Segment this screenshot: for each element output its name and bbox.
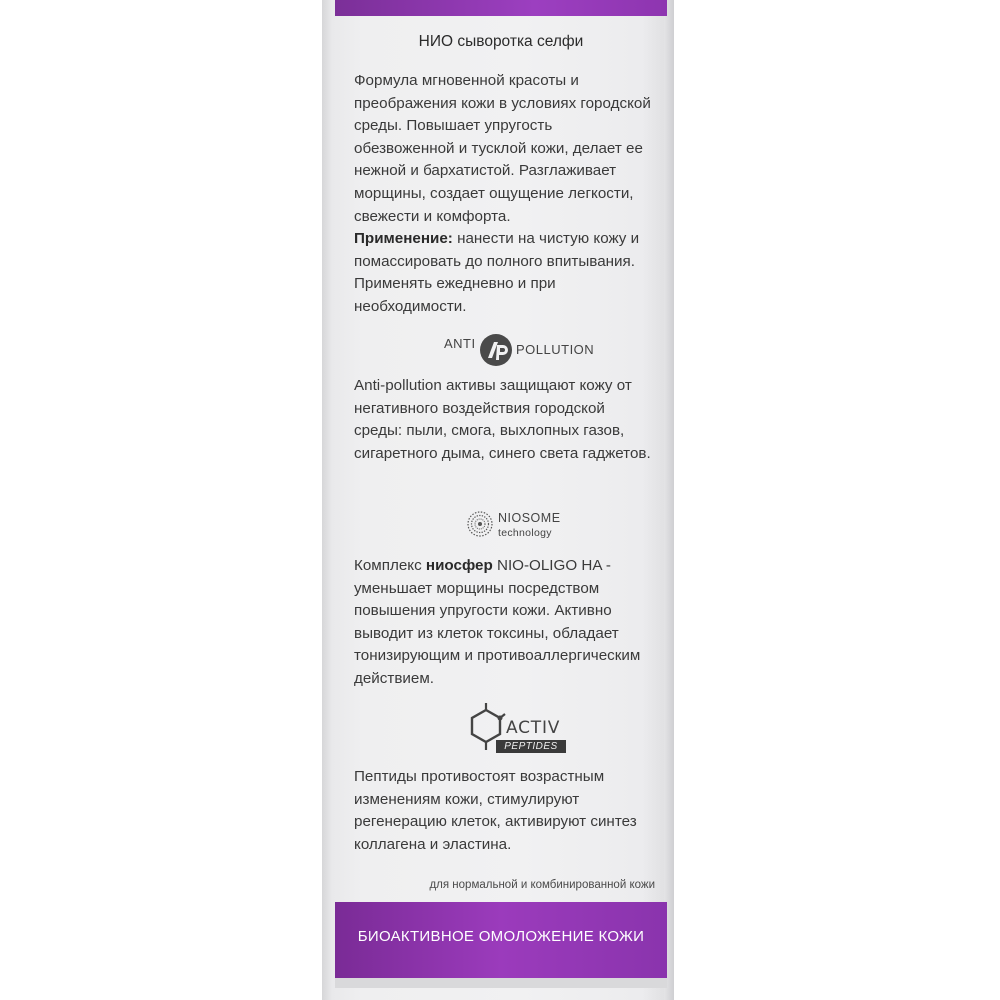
activ-peptides-logo bbox=[466, 700, 576, 762]
niosome-text-bold: ниосфер bbox=[425, 557, 493, 574]
product-title: НИО сыворотка селфи bbox=[418, 33, 584, 50]
anti-pollution-text: Anti-pollution активы защищают кожу от негативного воздействия городской среды: пыли, смога, выхлопных газов, сигаретного дыма, синего света гаджетов. bbox=[354, 377, 651, 462]
niosome-logo-line1: NIOSOME bbox=[498, 511, 561, 525]
anti-pollution-logo-right: POLLUTION bbox=[516, 342, 595, 357]
intro-text: Формула мгновенной красоты и преображения кожи в условиях городской среды. Повышает упругость обезвоженной и тусклой кожи, делает ее нежной и бархатистой. Разглаживает морщины, создает ощущение легкости, свежести и комфорта. bbox=[354, 72, 651, 225]
niosome-text-prefix: Комплекс bbox=[354, 557, 426, 574]
niosome-text-rest: NIO-OLIGO HA - уменьшает морщины посредством повышения упругости кожи. Активно выводит из клеток токсины, обладает тонизирующим и противоаллергическим действием. bbox=[354, 557, 641, 687]
anti-pollution-mark-icon bbox=[478, 332, 514, 368]
niosome-text bbox=[354, 555, 654, 691]
footer-label: БИОАКТИВНОЕ ОМОЛОЖЕНИЕ КОЖИ bbox=[357, 928, 645, 945]
niosome-logo-line2: technology bbox=[498, 527, 552, 539]
niosome-logo bbox=[466, 508, 606, 548]
top-purple-band bbox=[335, 0, 667, 16]
usage-text: нанести на чистую кожу и помассировать до полного впитывания. Применять ежедневно и при необходимости. bbox=[354, 230, 640, 315]
activ-peptides-logo-line2: PEPTIDES bbox=[496, 740, 566, 753]
peptides-text: Пептиды противостоят возрастным изменениям кожи, стимулируют регенерацию клеток, активируют синтез коллагена и эластина. bbox=[354, 768, 637, 853]
anti-pollution-logo bbox=[444, 330, 604, 370]
bottom-box-edge bbox=[335, 978, 667, 988]
usage-label: Применение: bbox=[354, 230, 453, 248]
niosome-sphere-icon bbox=[466, 510, 494, 538]
box-side-edge bbox=[664, 0, 674, 1000]
activ-peptides-logo-line1: ACTIV bbox=[506, 718, 561, 738]
skin-type-note: для нормальной и комбинированной кожи bbox=[429, 879, 655, 891]
product-description bbox=[354, 70, 654, 319]
anti-pollution-logo-left: ANTI bbox=[444, 336, 476, 351]
